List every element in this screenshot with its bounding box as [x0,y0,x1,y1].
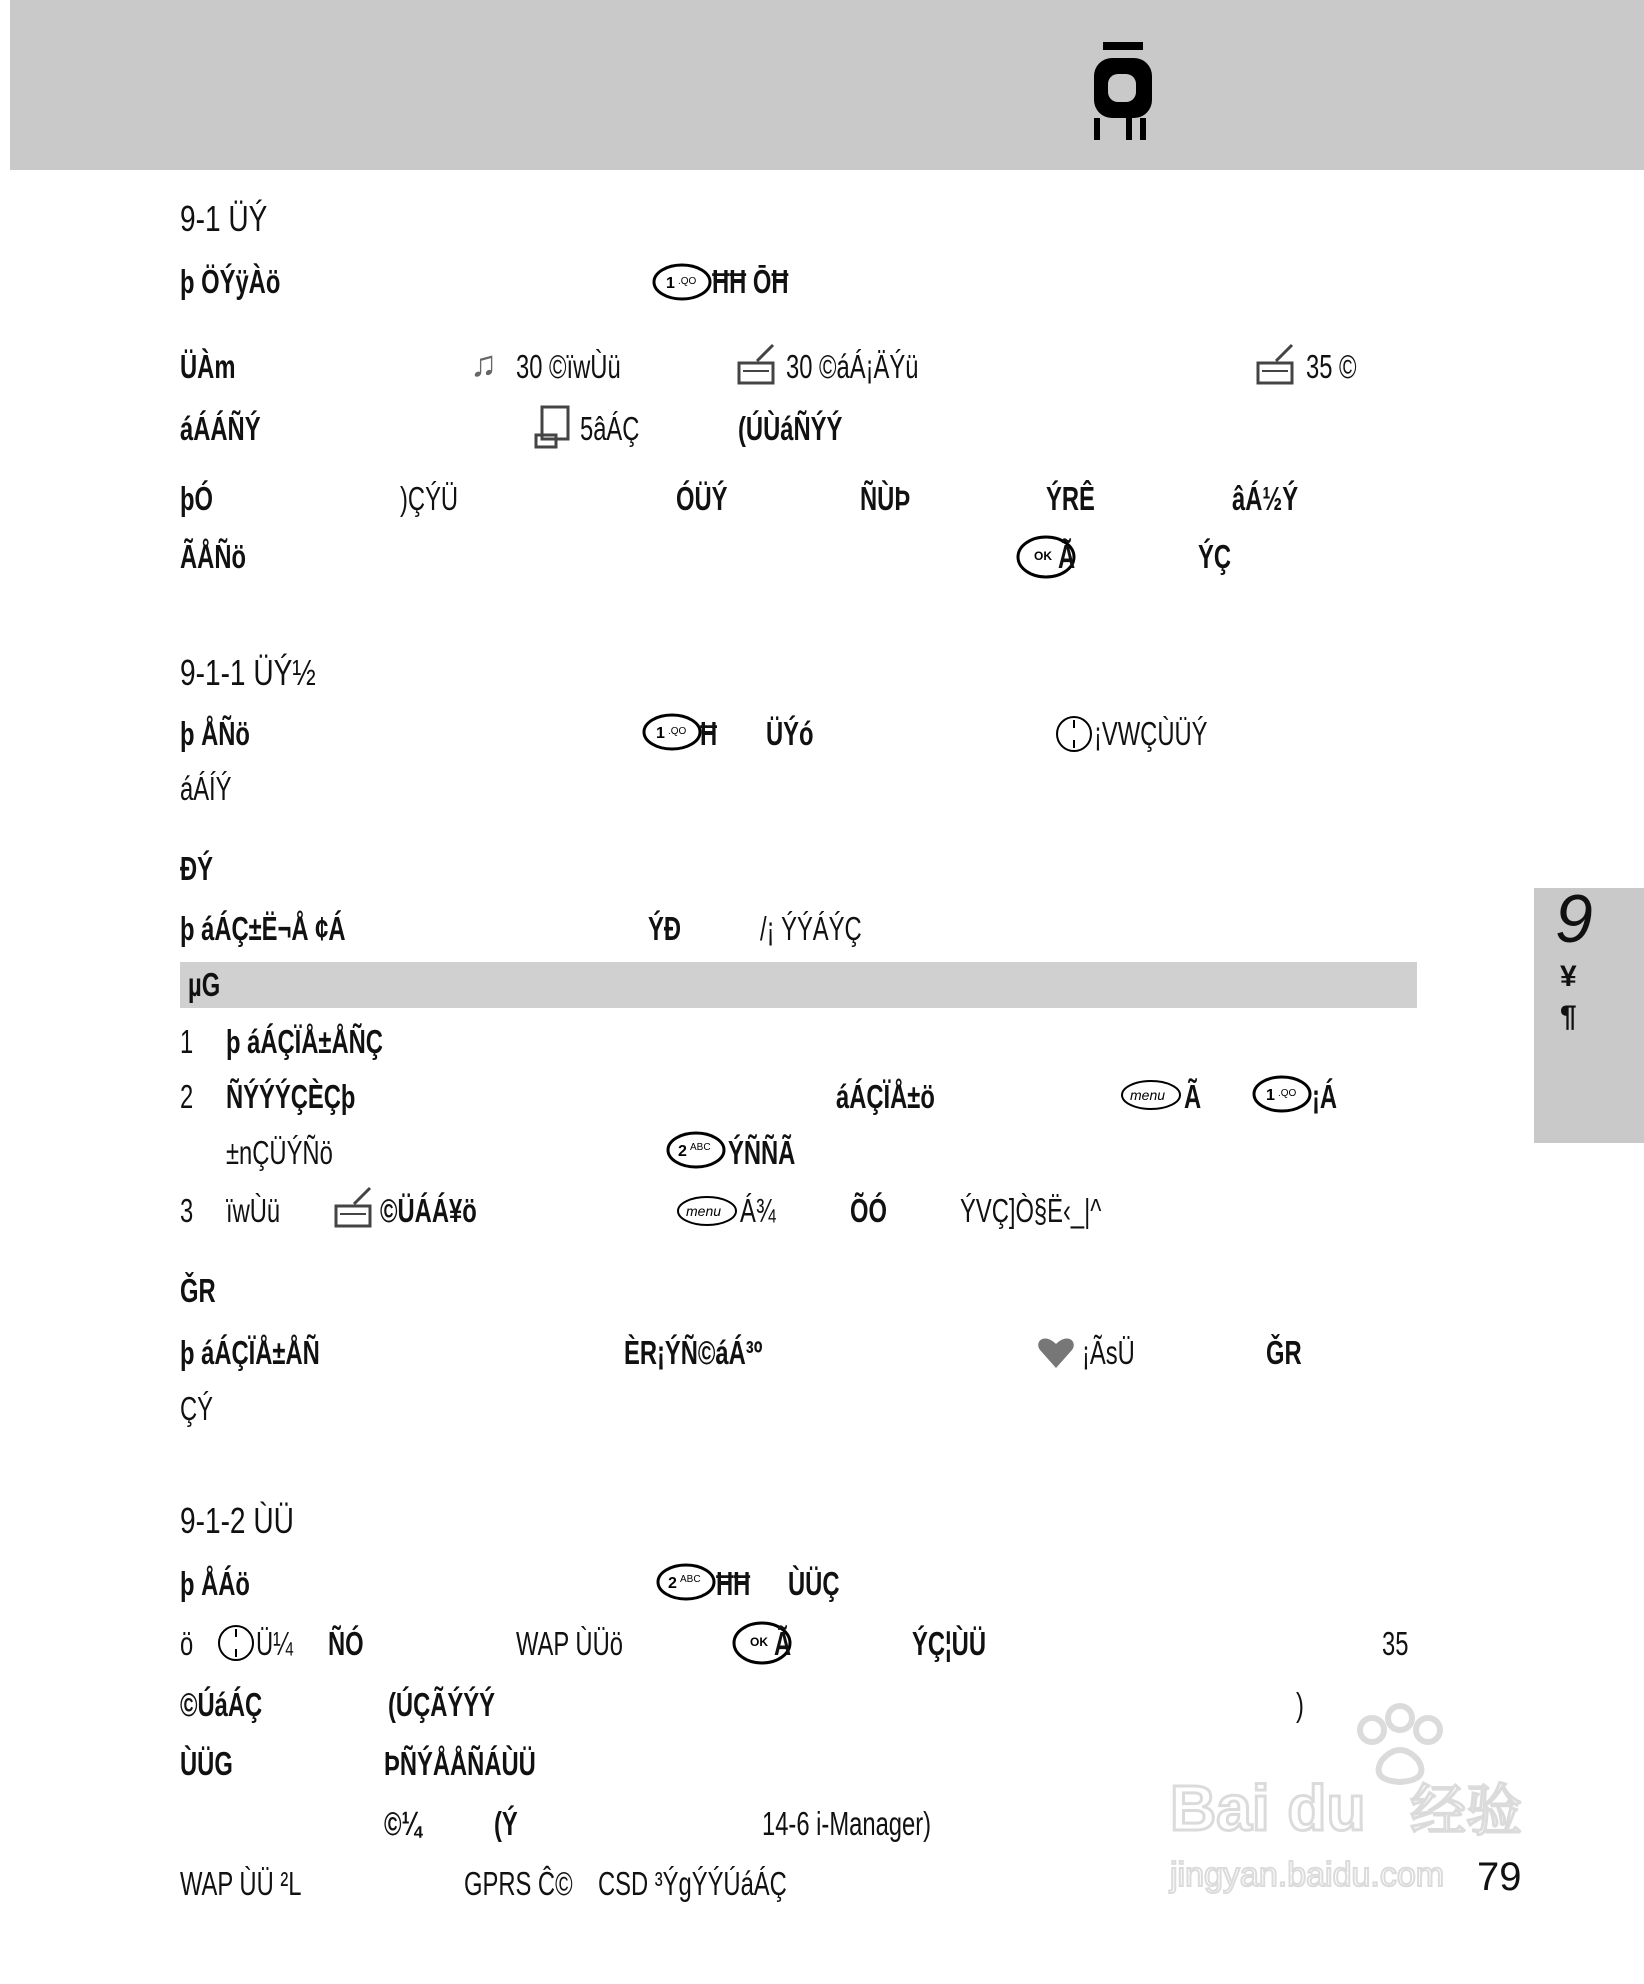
text-line: (ÚÙáÑÝÝ [738,410,843,447]
key-1-icon [1252,1074,1312,1114]
operation-bar-label: µG [188,966,221,1003]
text-line: 30 ©ïwÙü [516,348,621,385]
text-line: Ħ [700,715,718,752]
section-heading-9-1-1: 9-1-1 ÜÝ½ [180,652,316,693]
key-1-icon [642,712,702,752]
svg-text:.QO: .QO [678,276,697,287]
baidu-jingyan-watermark [1160,1700,1560,1900]
step-text: ©ÜÁÁ¥ö [380,1192,477,1229]
menu-key-icon [676,1194,738,1228]
text-line: ĦĦ [716,1565,751,1602]
text-line: âÁ½Ý [1232,480,1299,517]
svg-text:OK: OK [750,1635,768,1649]
svg-text:经验: 经验 [1410,1779,1522,1844]
step-text: ÝÑÑÃ [728,1134,796,1171]
text-line: 5âÁÇ [580,410,640,447]
svg-text:2: 2 [668,1575,677,1592]
keyboard-wand-icon [334,1186,374,1230]
text-line: (ÚÇÃÝÝÝ [388,1686,495,1723]
text-line: ǦR [1266,1334,1302,1371]
text-line: 30 ©áÁ¡ÄÝü [786,348,919,385]
text-line: ÝRÊ [1046,480,1095,517]
text-line: ©ÚáÁÇ [180,1686,263,1723]
step-text: ¡Á [1312,1078,1338,1115]
section-heading-9-1: 9-1 ÜÝ [180,198,268,239]
text-line: ©¼ [384,1805,422,1842]
svg-text:jingyan.baidu.com: jingyan.baidu.com [1170,1856,1445,1894]
text-line: (Ý [494,1805,518,1842]
svg-text:ABC: ABC [690,1142,711,1153]
keyboard-wand-icon [1256,343,1296,387]
music-note-icon: ♫ [470,343,497,384]
text-line: ÑÓ [328,1625,364,1662]
navigation-key-icon [1054,714,1094,754]
text-line: ÙÜG [180,1745,233,1782]
step-text: Ã [1184,1078,1202,1115]
operation-bar [180,962,1417,1008]
step-text: ÝVÇ]Ò§Ë‹_|^ [960,1192,1102,1229]
header-band [10,0,1644,170]
text-line: þ áÁÇ±Ë¬Å ¢Á [180,910,346,947]
svg-text:OK: OK [1034,549,1052,563]
text-line: ¡ÃsÜ [1082,1334,1135,1371]
text-line: ÓÜÝ [676,480,728,517]
text-line: ÝÇ [1198,538,1232,575]
text-line: þ ÖÝÿÀö [180,263,281,300]
text-line: ö [180,1625,194,1662]
subheading: ÐÝ [180,850,214,887]
svg-text:ABC: ABC [680,1574,701,1585]
text-line: )ÇÝÜ [400,480,459,517]
svg-text:.QO: .QO [668,726,687,737]
text-line: Ã [774,1625,792,1662]
step-text: ÑÝÝÝÇÈÇþ [226,1078,356,1115]
step-text: ±nÇÜÝÑö [226,1134,333,1171]
svg-text:menu: menu [1130,1087,1166,1103]
text-line: 35 [1382,1625,1409,1662]
keyboard-wand-icon [737,343,777,387]
key-1-icon [652,262,712,302]
text-line: WAP ÙÜö [516,1625,623,1662]
text-line: ÝÐ [648,910,682,947]
text-line: ÜÝó [766,715,814,752]
step-text: ÕÓ [850,1192,887,1229]
step-number: 1 [180,1023,194,1060]
chapter-side-number: 9 [1555,881,1593,957]
step-text: Á¾ [740,1192,776,1229]
step-number: 2 [180,1078,194,1115]
text-line: ÞÑÝÅÅÑÁÙÜ [384,1745,536,1782]
menu-key-icon [1120,1078,1182,1112]
step-number: 3 [180,1192,194,1229]
key-2-abc-icon [656,1562,716,1602]
note-title: ǦR [180,1272,216,1309]
text-line: 14-6 i-Manager) [762,1805,932,1842]
text-line: CSD ³ÝgÝÝÚáÁÇ [598,1865,787,1902]
text-line: /¡ ÝÝÁÝÇ [760,910,862,947]
text-line: þ ÅÑö [180,715,250,752]
heart-icon [1036,1334,1076,1370]
text-line: ÙÜÇ [788,1565,840,1602]
document-icon [534,405,574,449]
text-line: Ã [1058,538,1076,575]
text-line: þ ÅÁö [180,1565,250,1602]
svg-text:2: 2 [678,1143,687,1160]
key-2-abc-icon [666,1130,726,1170]
svg-text:1: 1 [656,725,665,742]
text-line: ÃÅÑö [180,538,246,575]
text-line: Ü¼ [256,1625,293,1662]
svg-text:.QO: .QO [1278,1088,1297,1099]
text-line: ÑÙÞ [860,480,911,517]
text-line: ÇÝ [180,1390,214,1427]
text-line: ) [1296,1686,1304,1723]
page-number: 79 [1477,1855,1522,1899]
text-line: þÓ [180,480,213,517]
text-line: 35 © [1306,348,1357,385]
text-line: ÈR¡ÝÑ©áÁ³º [624,1334,763,1371]
svg-text:Bai du: Bai du [1170,1772,1366,1844]
navigation-key-icon [216,1623,256,1663]
text-line: áÁÁÑÝ [180,410,261,447]
text-line: GPRS Ĉ© [464,1865,573,1902]
step-text: áÁÇÏÅ±ö [836,1078,935,1115]
text-line: þ áÁÇÏÅ±ÅÑ [180,1334,320,1371]
chapter-title-glyph [1088,40,1168,140]
svg-text:menu: menu [686,1203,722,1219]
text-line: áÁÍÝ [180,770,232,807]
chapter-side-char: ¥ [1560,960,1577,993]
text-line: ĦĦ ŌĦ [712,263,789,300]
text-line: ¡VWÇÙÜÝ [1094,715,1208,752]
text-line: ÝÇ¦ÙÜ [912,1625,986,1662]
section-heading-9-1-2: 9-1-2 ÙÜ [180,1500,294,1541]
svg-text:1: 1 [1266,1087,1275,1104]
text-line: WAP ÙÜ ²L [180,1865,302,1902]
step-text: ïwÙü [226,1192,281,1229]
svg-text:1: 1 [666,275,675,292]
chapter-side-char: ¶ [1560,1000,1577,1033]
step-text: þ áÁÇÏÅ±ÅÑÇ [226,1023,383,1060]
text-line: ÜÀm [180,348,236,385]
